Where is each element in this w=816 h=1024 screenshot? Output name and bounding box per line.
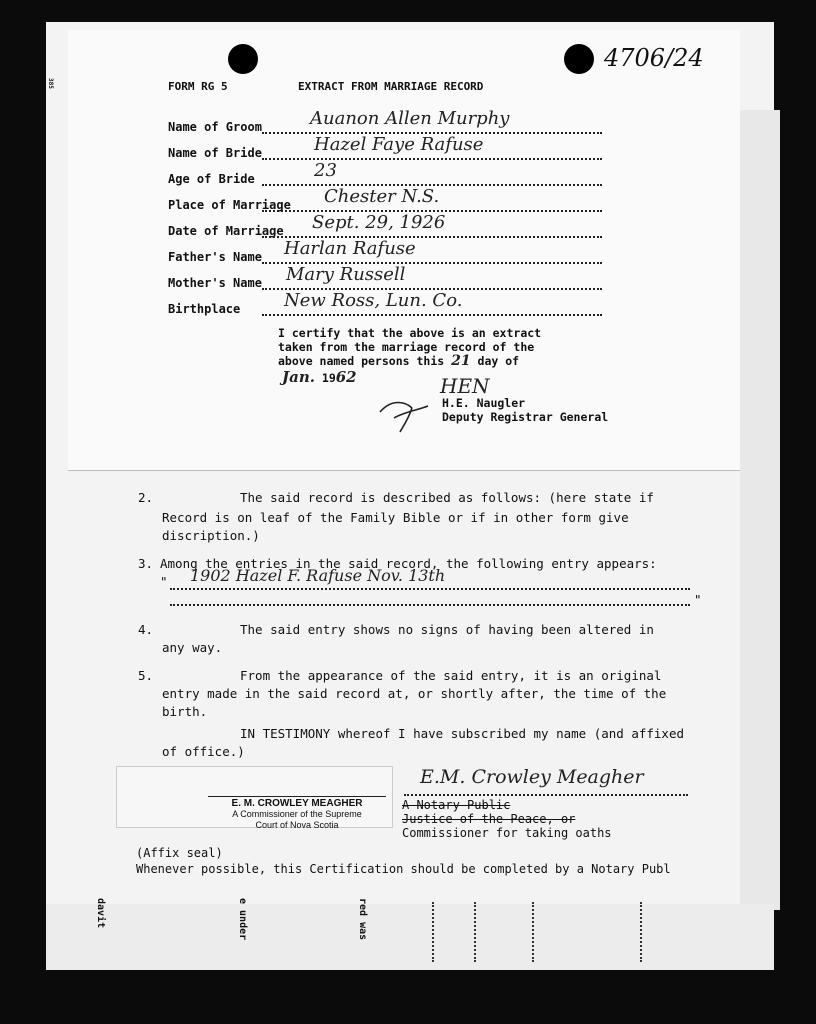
field-value: 23 (314, 160, 337, 181)
side-code: 385 (47, 78, 54, 89)
certification-text: I certify that the above is an extract taken from the marriage record of the above named persons this 21 day of (278, 326, 542, 369)
signer-title: Deputy Registrar General (442, 410, 609, 424)
justice-option: Justice of the Peace, or (402, 812, 576, 826)
commissioner-stamp: E. M. CROWLEY MEAGHER A Commissioner of the Supreme Court of Nova Scotia (208, 796, 386, 831)
item-5-text: entry made in the said record at, or shortly after, the time of the (162, 686, 667, 701)
registrar-initials: HEN (440, 374, 490, 398)
field-value: Sept. 29, 1926 (312, 212, 446, 233)
strip-dotted-line (432, 902, 434, 962)
certification-date: Jan. 1962 (282, 368, 357, 386)
field-label: Mother's Name (168, 276, 262, 290)
field-label: Age of Bride (168, 172, 255, 186)
field-value: New Ross, Lun. Co. (284, 290, 463, 311)
punch-hole (228, 44, 258, 74)
item-number: 3. (138, 556, 154, 571)
field-label: Father's Name (168, 250, 262, 264)
field-value: Chester N.S. (324, 186, 440, 207)
item-3-text: Among the entries in the said record, the following entry appears: (160, 556, 657, 571)
item-2-text: The said record is described as follows: (here state if (240, 490, 654, 505)
field-value: Mary Russell (286, 264, 406, 285)
item-4-text: The said entry shows no signs of having been altered in (240, 622, 654, 637)
strip-text: e under (237, 898, 248, 941)
field-label: Birthplace (168, 302, 241, 316)
item-4-text: any way. (162, 640, 223, 655)
item-5-text: From the appearance of the said entry, it is an original (240, 668, 662, 683)
strip-dotted-line (640, 902, 642, 962)
form-code: FORM RG 5 (168, 80, 228, 93)
testimony-text: of office.) (162, 744, 245, 759)
item-5-text: birth. (162, 704, 208, 719)
item-number: 4. (138, 622, 154, 637)
strip-dotted-line (474, 902, 476, 962)
strip-text: davit (95, 898, 106, 929)
commissioner-signature: E.M. Crowley Meagher (420, 766, 644, 788)
field-label: Name of Bride (168, 146, 262, 160)
right-margin-strip (740, 110, 780, 910)
field-value: Auanon Allen Murphy (310, 108, 510, 129)
field-label: Date of Marriage (168, 224, 284, 238)
reference-number: 4706/24 (604, 44, 704, 72)
footer-note: Whenever possible, this Certification should be completed by a Notary Publ (136, 862, 671, 876)
dotted-line (170, 594, 690, 606)
under-sheet-strip (46, 904, 774, 970)
field-value: Hazel Faye Rafuse (314, 134, 484, 155)
notary-option: A Notary Public (402, 798, 511, 812)
item-2-text: discription.) (162, 528, 260, 543)
registrar-signature-mark (372, 390, 432, 434)
commissioner-option: Commissioner for taking oaths (402, 826, 612, 840)
item-number: 5. (138, 668, 154, 683)
affix-seal: (Affix seal) (136, 846, 223, 860)
strip-dotted-line (532, 902, 534, 962)
field-label: Name of Groom (168, 120, 262, 134)
strip-text: red was (357, 898, 368, 941)
item-2-text: Record is on leaf of the Family Bible or if in other form give (162, 510, 629, 525)
item-3-quote-close: " (694, 592, 702, 607)
form-title: EXTRACT FROM MARRIAGE RECORD (298, 80, 484, 93)
testimony-text: IN TESTIMONY whereof I have subscribed my name (and affixed (240, 726, 685, 741)
item-number: 2. (138, 490, 154, 505)
field-value: Harlan Rafuse (284, 238, 416, 259)
dotted-line (262, 174, 602, 186)
field-label: Place of Marriage (168, 198, 291, 212)
signer-name: H.E. Naugler (442, 396, 526, 410)
item-3-entry: 1902 Hazel F. Rafuse Nov. 13th (190, 566, 446, 585)
item-3-quote-open: " (160, 574, 168, 589)
punch-hole (564, 44, 594, 74)
